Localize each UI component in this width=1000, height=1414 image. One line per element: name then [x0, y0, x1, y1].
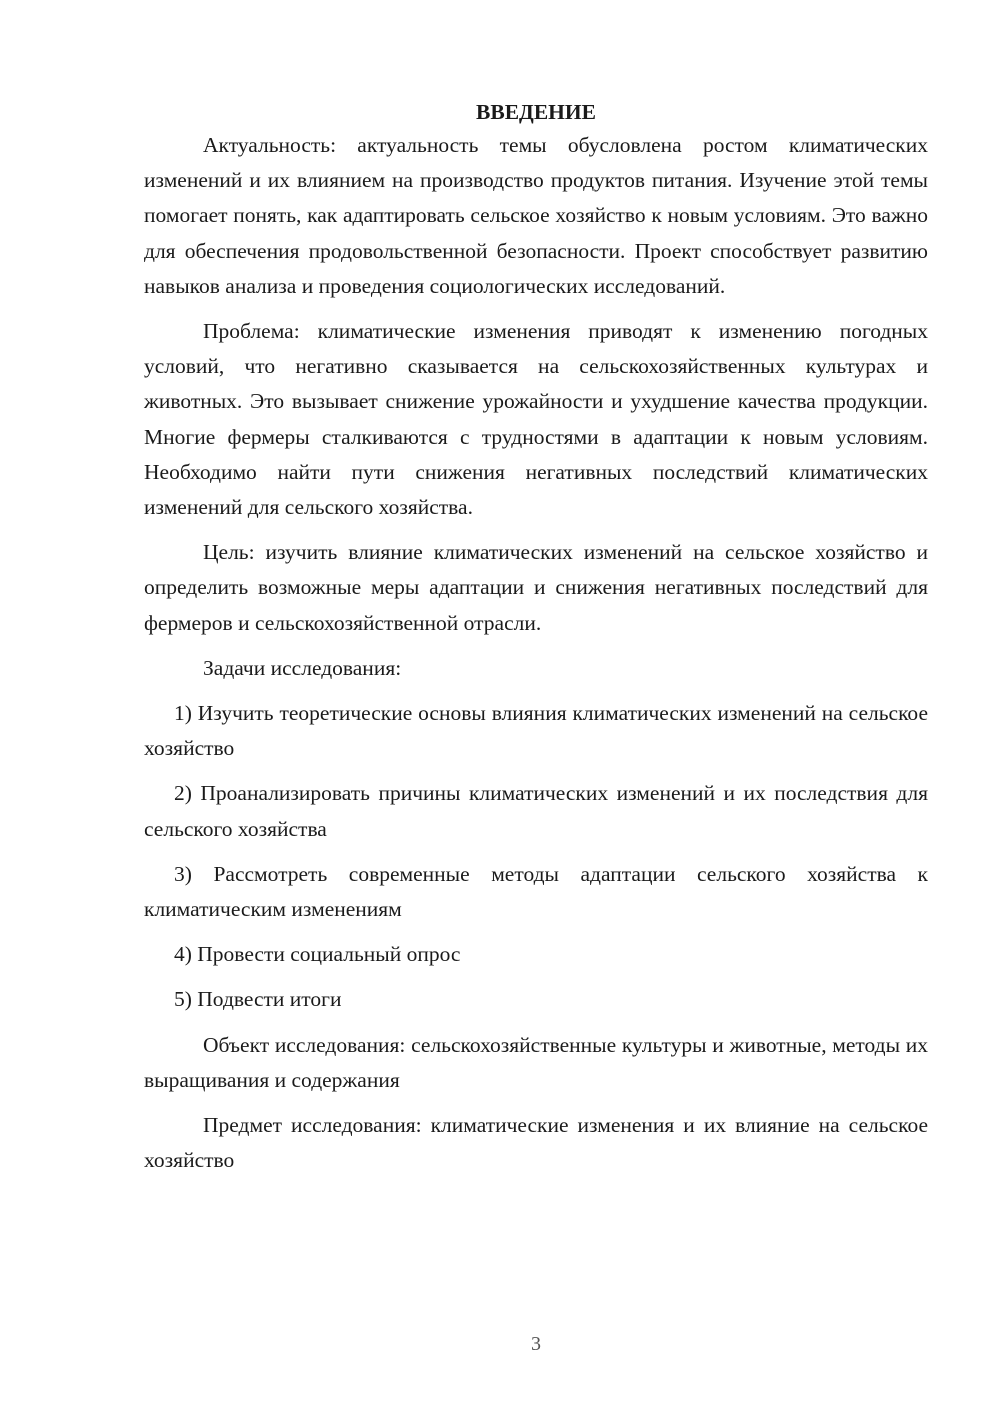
task-item-1: 1) Изучить теоретические основы влияния климатических изменений на сельское хозяйство [144, 701, 928, 761]
paragraph-goal: Цель: изучить влияние климатических изменений на сельское хозяйство и определить возможные меры адаптации и снижения негативных последствий для фермеров и сельскохозяйственной отрасли. [144, 540, 928, 635]
paragraph-problem: Проблема: климатические изменения приводят к изменению погодных условий, что негативно сказывается на сельскохозяйственных культурах и животных. Это вызывает снижение урожайности и ухудшение качества продукции. Многие фермеры сталкиваются с трудностями в адаптации к новым условиям. Необходимо найти пути снижения негативных последствий климатических изменений для сельского хозяйства. [144, 319, 928, 520]
document-page [144, 96, 928, 1178]
paragraph-relevance: Актуальность: актуальность темы обусловлена ростом климатических изменений и их влиянием на производство продуктов питания. Изучение этой темы помогает понять, как адаптировать сельское хозяйство к новым условиям. Это важно для обеспечения продовольственной безопасности. Проект способствует развитию навыков анализа и проведения социологических исследований. [144, 133, 928, 298]
page-title: ВВЕДЕНИЕ [476, 100, 596, 124]
task-item-2: 2) Проанализировать причины климатических изменений и их последствия для сельского хозяйства [144, 781, 928, 841]
paragraph-object: Объект исследования: сельскохозяйственные культуры и животные, методы их выращивания и содержания [144, 1032, 928, 1092]
page-number: 3 [531, 1333, 541, 1355]
task-item-3: 3) Рассмотреть современные методы адаптации сельского хозяйства к климатическим изменениям [144, 861, 928, 922]
task-item-5: 5) Подвести итоги [174, 987, 342, 1012]
tasks-heading: Задачи исследования: [203, 655, 402, 680]
task-item-4: 4) Провести социальный опрос [174, 942, 461, 967]
paragraph-subject: Предмет исследования: климатические изменения и их влияние на сельское хозяйство [144, 1113, 928, 1173]
